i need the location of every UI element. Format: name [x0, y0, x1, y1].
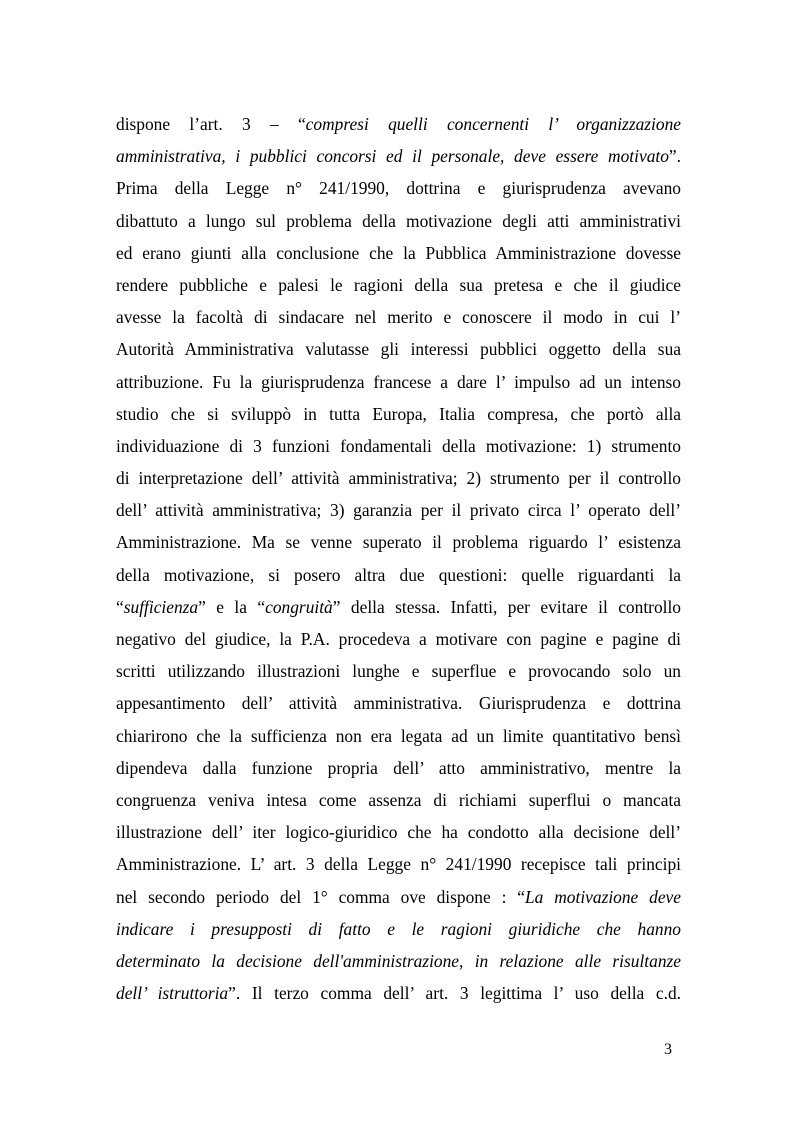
text-line [116, 945, 681, 977]
text-line [116, 655, 681, 687]
text-segment: dell’ attività amministrativa; 3) garanzia per il privato circa l’ operato dell’ [116, 500, 681, 521]
text-segment: Autorità Amministrativa valutasse gli interessi pubblici oggetto della sua [116, 339, 681, 360]
text-line [116, 784, 681, 816]
text-line [116, 752, 681, 784]
text-line [116, 237, 681, 269]
text-line [116, 108, 681, 140]
text-segment: appesantimento dell’ attività amministrativa. Giurisprudenza e dottrina [116, 693, 681, 714]
text-segment: “ [116, 596, 124, 617]
text-line [116, 462, 681, 494]
text-segment: individuazione di 3 funzioni fondamentali della motivazione: 1) strumento [116, 435, 681, 456]
text-line [116, 848, 681, 880]
text-line [116, 301, 681, 333]
italic-text-segment: compresi quelli concernenti l’ organizzazione [305, 114, 681, 134]
text-segment: avesse la facoltà di sindacare nel merito e conoscere il modo in cui l’ [116, 307, 681, 328]
text-line [116, 720, 681, 752]
text-segment: dipendeva dalla funzione propria dell’ atto amministrativo, mentre la [116, 757, 681, 778]
text-line [116, 687, 681, 719]
text-line [116, 333, 681, 365]
text-segment: della motivazione, si posero altra due questioni: quelle riguardanti la [116, 564, 681, 585]
text-line [116, 881, 681, 913]
page-number: 3 [664, 1041, 672, 1058]
text-line [116, 140, 681, 172]
italic-text-segment: dell’ istruttoria [116, 983, 229, 1004]
italic-text-segment: sufficienza [123, 596, 199, 617]
italic-text-segment: La motivazione deve [525, 886, 681, 907]
text-line [116, 559, 681, 591]
text-segment: rendere pubbliche e palesi le ragioni della sua pretesa e che il giudice [116, 274, 681, 295]
body-text [116, 108, 681, 1009]
text-line [116, 816, 681, 848]
text-segment: chiarirono che la sufficienza non era legata ad un limite quantitativo bensì [116, 725, 681, 746]
text-line [116, 913, 681, 945]
text-line [116, 591, 681, 623]
text-segment: ”. [668, 146, 681, 167]
text-segment: dispone l’art. 3 – “ [116, 114, 306, 134]
text-line [116, 366, 681, 398]
text-line [116, 494, 681, 526]
text-segment: ” della stessa. Infatti, per evitare il controllo [332, 596, 682, 617]
text-segment: dibattuto a lungo sul problema della motivazione degli atti amministrativi [116, 210, 681, 231]
text-line [116, 623, 681, 655]
text-segment: illustrazione dell’ iter logico-giuridico che ha condotto alla decisione dell’ [116, 822, 681, 843]
text-segment: congruenza veniva intesa come assenza di richiami superflui o mancata [116, 789, 681, 810]
text-line [116, 269, 681, 301]
text-segment: nel secondo periodo del 1° comma ove dispone : “ [116, 886, 525, 907]
italic-text-segment: amministrativa, i pubblici concorsi ed il personale, deve essere motivato [116, 146, 669, 167]
italic-text-segment: indicare i presupposti di fatto e le ragioni giuridiche che hanno [116, 918, 681, 939]
text-segment: di interpretazione dell’ attività amministrativa; 2) strumento per il controllo [116, 468, 681, 489]
italic-text-segment: determinato la decisione dell'amministrazione, in relazione alle risultanze [116, 950, 681, 971]
text-segment: Prima della Legge n° 241/1990, dottrina e giurisprudenza avevano [116, 178, 681, 199]
text-segment: scritti utilizzando illustrazioni lunghe e superflue e provocando solo un [116, 661, 681, 682]
text-segment: negativo del giudice, la P.A. procedeva a motivare con pagine e pagine di [116, 629, 681, 649]
text-segment: Amministrazione. Ma se venne superato il problema riguardo l’ esistenza [116, 532, 681, 553]
text-line [116, 430, 681, 462]
text-segment: ”. Il terzo comma dell’ art. 3 legittima l’ uso della c.d. [228, 983, 681, 1004]
text-line [116, 398, 681, 430]
text-line [116, 172, 681, 204]
text-segment: Amministrazione. L’ art. 3 della Legge n° 241/1990 recepisce tali principi [116, 854, 681, 875]
text-line [116, 205, 681, 237]
italic-text-segment: congruità [265, 596, 333, 617]
text-segment: studio che si sviluppò in tutta Europa, Italia compresa, che portò alla [116, 403, 681, 424]
text-line [116, 977, 681, 1009]
text-segment: attribuzione. Fu la giurisprudenza francese a dare l’ impulso ad un intenso [116, 371, 681, 392]
text-segment: ” e la “ [198, 596, 266, 617]
text-line [116, 526, 681, 558]
text-segment: ed erano giunti alla conclusione che la Pubblica Amministrazione dovesse [116, 242, 681, 263]
